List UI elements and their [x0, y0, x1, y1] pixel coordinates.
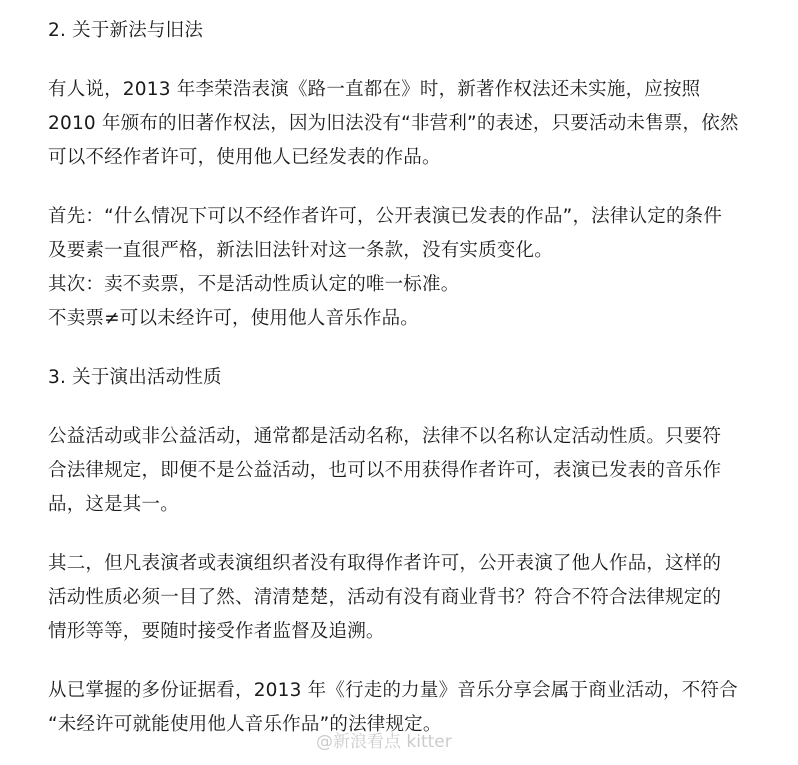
paragraph-line: 从已掌握的多份证据看，2013 年《行走的力量》音乐分享会属于商业活动，不符合 [48, 680, 738, 701]
paragraph-line: 其次：卖不卖票，不是活动性质认定的唯一标准。 [48, 274, 460, 295]
paragraph-line: 2010 年颁布的旧著作权法，因为旧法没有“非营利”的表述，只要活动未售票，依然 [48, 113, 739, 134]
paragraph-line: 及要素一直很严格，新法旧法针对这一条款，没有实质变化。 [48, 240, 553, 261]
paragraph-line: 公益活动或非公益活动，通常都是活动名称，法律不以名称认定活动性质。只要符 [48, 426, 722, 447]
paragraph-5 [48, 674, 788, 742]
section-heading-2: 2. 关于新法与旧法 [48, 20, 204, 41]
paragraph-line: 其二，但凡表演者或表演组织者没有取得作者许可，公开表演了他人作品，这样的 [48, 553, 722, 574]
article-body [48, 14, 788, 742]
paragraph-4 [48, 547, 788, 649]
paragraph-line: 有人说，2013 年李荣浩表演《路一直都在》时，新著作权法还未实施，应按照 [48, 79, 701, 100]
paragraph-2 [48, 200, 788, 336]
paragraph-line: 品，这是其一。 [48, 494, 179, 515]
paragraph-line: 首先：“什么情况下可以不经作者许可，公开表演已发表的作品”，法律认定的条件 [48, 206, 723, 227]
paragraph-line: 不卖票≠可以未经许可，使用他人音乐作品。 [48, 308, 420, 329]
watermark: @新浪看点 kitter [316, 732, 452, 752]
paragraph-3 [48, 420, 788, 522]
paragraph-line: 合法律规定，即便不是公益活动，也可以不用获得作者许可，表演已发表的音乐作 [48, 460, 722, 481]
paragraph-line: 活动性质必须一目了然、清清楚楚，活动有没有商业背书？符合不符合法律规定的 [48, 587, 722, 608]
paragraph-1 [48, 73, 788, 175]
paragraph-line: “未经许可就能使用他人音乐作品”的法律规定。 [48, 714, 442, 735]
paragraph-line: 可以不经作者许可，使用他人已经发表的作品。 [48, 147, 441, 168]
section-heading-3: 3. 关于演出活动性质 [48, 367, 222, 388]
paragraph-line: 情形等等，要随时接受作者监督及追溯。 [48, 621, 385, 642]
